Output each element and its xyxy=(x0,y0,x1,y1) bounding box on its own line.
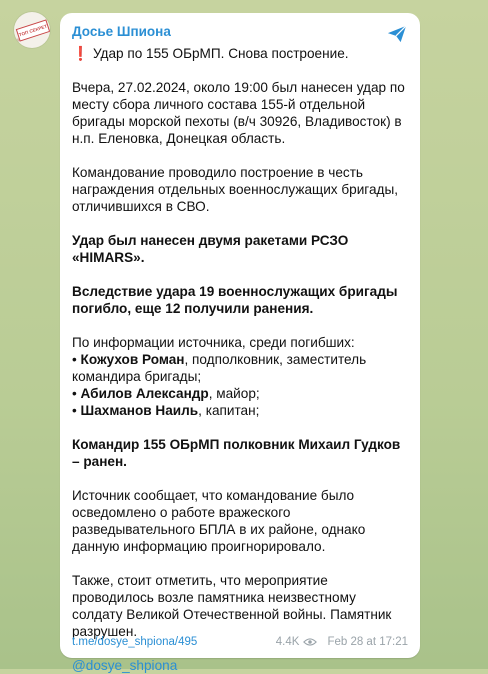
post-title: Удар по 155 ОБрМП. Снова построение. xyxy=(92,46,349,61)
channel-name[interactable]: Досье Шпиона xyxy=(72,24,171,39)
avatar-stamp xyxy=(16,19,50,41)
exclamation-icon: ❗ xyxy=(72,46,89,61)
channel-mention-link[interactable]: @dosye_shpiona xyxy=(72,658,178,673)
message-text xyxy=(72,45,408,674)
victim-detail: , капитан; xyxy=(198,403,260,418)
share-icon[interactable] xyxy=(386,24,408,44)
paragraph-5: Командир 155 ОБрМП полковник Михаил Гудков – ранен. xyxy=(72,437,401,469)
paragraph-6: Источник сообщает, что командование было осведомлено о работе вражеского разведывательного БПЛА в их районе, однако данную информацию проигнорировало. xyxy=(72,488,366,554)
victim-bullet: • xyxy=(72,403,77,418)
post-timestamp: Feb 28 at 17:21 xyxy=(327,636,408,648)
eye-icon xyxy=(303,637,317,647)
mention-line xyxy=(72,657,408,674)
victim-detail: , майор; xyxy=(208,386,260,401)
paragraph-2: Командование проводило построение в честь награждения отдельных военнослужащих бригады, отличившихся в СВО. xyxy=(72,165,398,214)
message-footer xyxy=(72,636,408,648)
victim-name: Абилов Александр xyxy=(80,386,209,401)
avatar-stamp-text: ТОП СЕКРЕТ xyxy=(18,23,48,38)
victims-block xyxy=(72,334,408,419)
message-bubble xyxy=(60,13,420,673)
victim-name: Шахманов Наиль xyxy=(80,403,199,418)
view-count: 4.4K xyxy=(275,636,300,648)
paragraph-1: Вчера, 27.02.2024, около 19:00 был нанесен удар по месту сбора личного состава 155-й отдельной бригады морской пехоты (в/ч 30926, Владивосток) в н.п. Еленовка, Донецкая область. xyxy=(72,80,405,146)
channel-avatar[interactable] xyxy=(14,12,50,48)
victim-bullet: • xyxy=(72,386,77,401)
paragraph-3: Удар был нанесен двумя ракетами РСЗО «HIMARS». xyxy=(72,233,349,265)
victim-name: Кожухов Роман xyxy=(80,352,185,367)
paragraph-4: Вследствие удара 19 военнослужащих бригады погибло, еще 12 получили ранения. xyxy=(72,284,398,316)
post-link[interactable]: t.me/dosye_shpiona/495 xyxy=(72,636,198,648)
source-intro: По информации источника, среди погибших: xyxy=(72,335,355,350)
post-meta xyxy=(276,636,408,648)
post-title-line xyxy=(72,45,408,62)
victim-bullet: • xyxy=(72,352,77,367)
paragraph-7: Также, стоит отметить, что мероприятие проводилось возле памятника неизвестному солдату Великой Отечественной войны. Памятник разрушен. xyxy=(72,573,392,639)
victim-detail: , подполковник, заместитель командира бригады; xyxy=(72,352,367,384)
